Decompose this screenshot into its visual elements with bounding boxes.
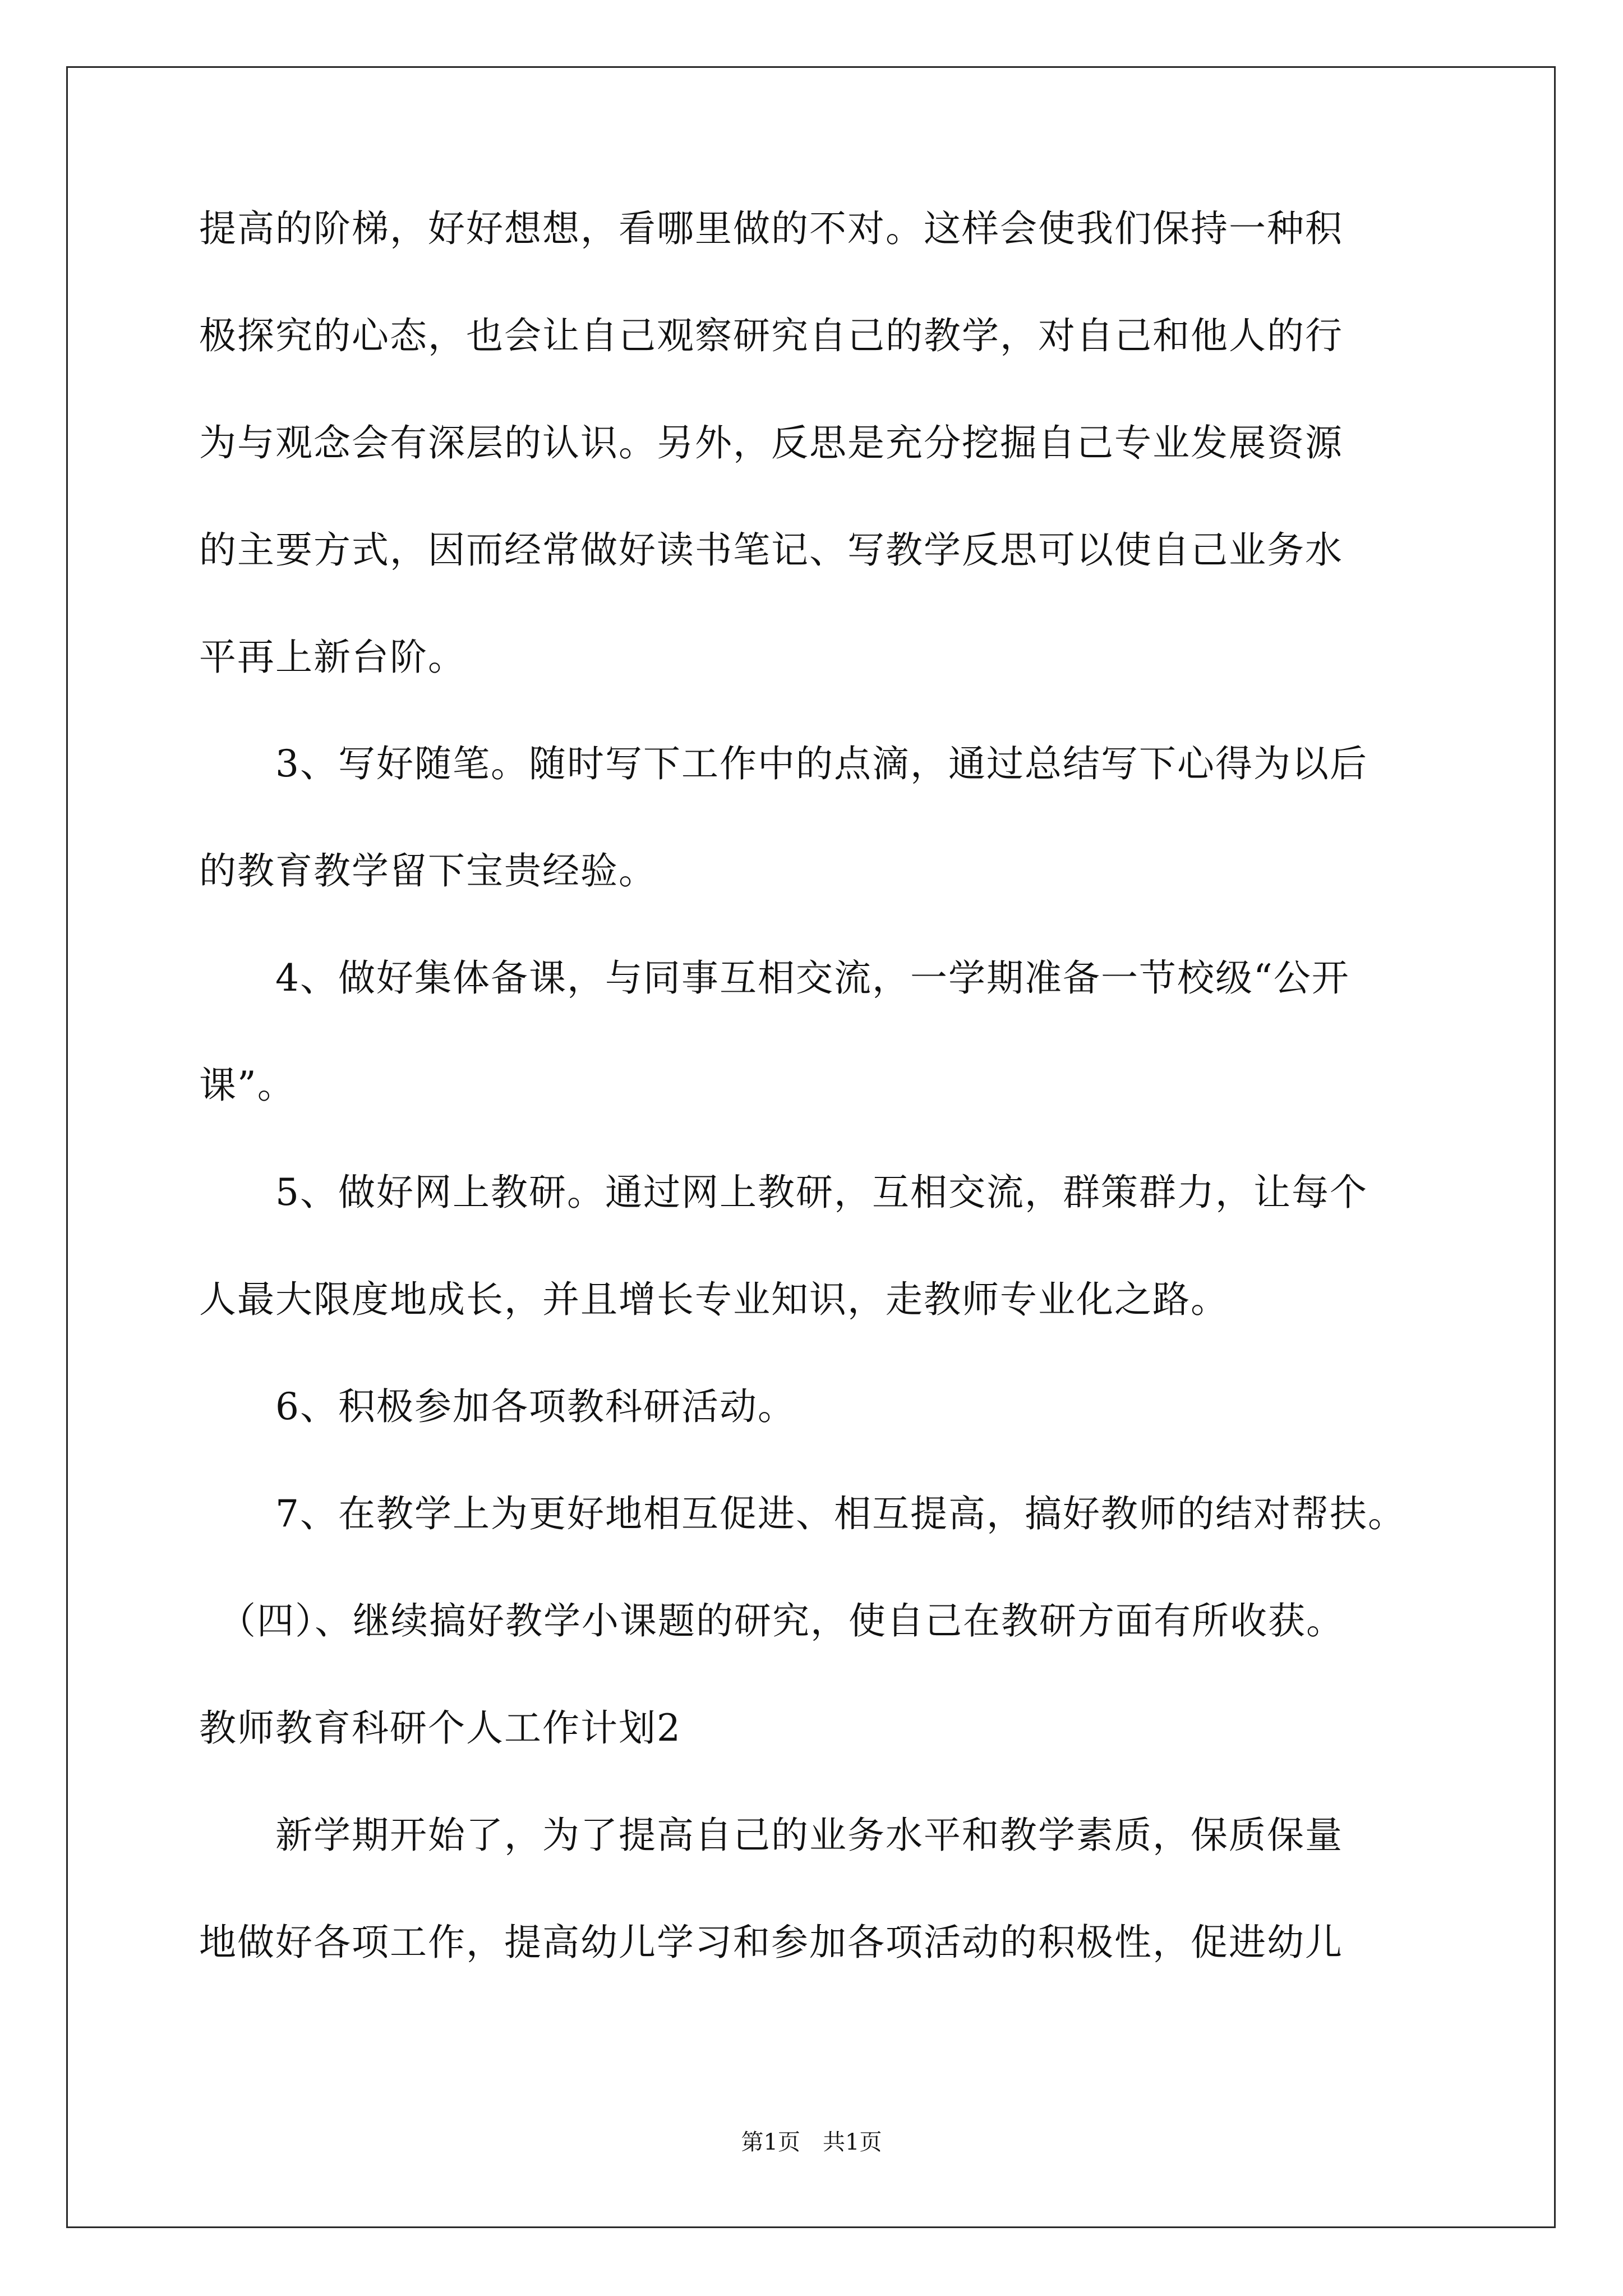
text-line: 人最大限度地成长，并且增长专业知识，走教师专业化之路。 (199, 1278, 1229, 1321)
text-line: 平再上新台阶。 (199, 636, 466, 679)
section-heading: 教师教育科研个人工作计划2 (199, 1706, 681, 1750)
text-line: 3、写好随笔。随时写下工作中的点滴，通过总结写下心得为以后 (199, 742, 1368, 785)
text-line: 4、做好集体备课，与同事互相交流，一学期准备一节校级“公开 (199, 956, 1350, 1000)
text-line: （四）、继续搞好教学小课题的研究，使自己在教研方面有所收获。 (199, 1599, 1344, 1642)
text-line: 的教育教学留下宝贵经验。 (199, 849, 657, 892)
text-line: 提高的阶梯，好好想想，看哪里做的不对。这样会使我们保持一种积 (199, 207, 1343, 250)
text-line: 极探究的心态，也会让自己观察研究自己的教学，对自己和他人的行 (199, 314, 1343, 357)
text-line: 7、在教学上为更好地相互促进、相互提高，搞好教师的结对帮扶。 (199, 1492, 1406, 1535)
page-border (66, 66, 1556, 2228)
text-line: 地做好各项工作，提高幼儿学习和参加各项活动的积极性，促进幼儿 (199, 1921, 1343, 1964)
text-line: 为与观念会有深层的认识。另外，反思是充分挖掘自己专业发展资源 (199, 421, 1343, 464)
text-line: 的主要方式，因而经常做好读书笔记、写教学反思可以使自己业务水 (199, 528, 1343, 572)
text-line: 新学期开始了，为了提高自己的业务水平和教学素质，保质保量 (199, 1814, 1343, 1857)
text-line: 5、做好网上教研。通过网上教研，互相交流，群策群力，让每个 (199, 1171, 1368, 1214)
page-number-footer: 第1页 共1页 (741, 2129, 882, 2155)
text-line: 6、积极参加各项教科研活动。 (199, 1385, 796, 1428)
text-line: 课”。 (199, 1064, 296, 1107)
